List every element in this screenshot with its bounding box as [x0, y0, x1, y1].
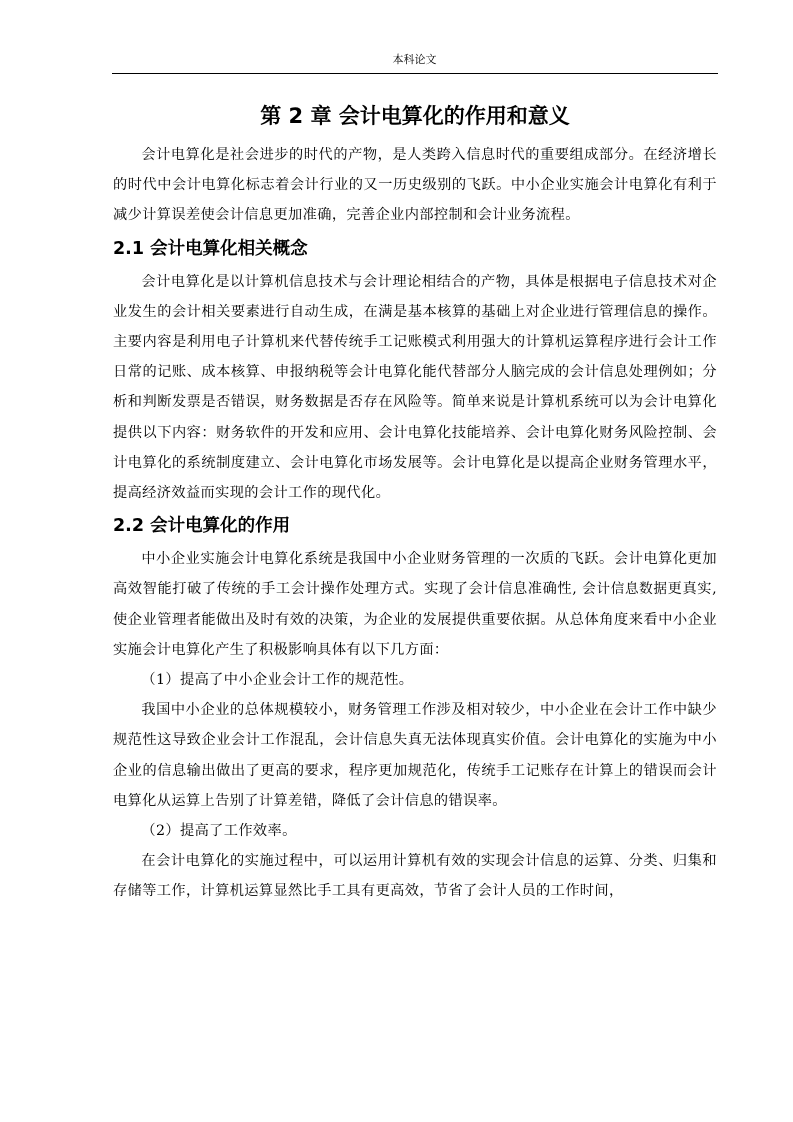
- page-body: [113, 98, 717, 907]
- para1-part-b: 会计信息数据: [582, 581, 668, 598]
- header-divider: [112, 73, 718, 74]
- chapter-title: 第 2 章 会计电算化的作用和意义: [260, 104, 570, 128]
- chapter-intro-paragraph: 会计电算化是社会进步的时代的产物，是人类跨入信息时代的重要组成部分。在经济增长的时代中会计电算化标志着会计行业的又一历史级别的飞跃。中小企业实施会计电算化有利于减少计算误差使会计信息更加准确，完善企业内部控制和会计业务流程。: [113, 147, 717, 224]
- section-2-1-paragraph: 会计电算化是以计算机信息技术与会计理论相结合的产物，具体是根据电子信息技术对企业发生的会计相关要素进行自动生成，在满是基本核算的基础上对企业进行管理信息的操作。主要内容是利用电子计算机来代替传统手工记账模式利用强大的计算机运算程序进行会计工作日常的记账、成本核算、申报纳税等会计电算化能代替部分人脑完成的会计信息处理例如；分析和判断发票是否错误，财务数据是否存在风险等。简单来说是计算机系统可以为会计电算化提供以下内容：财务软件的开发和应用、会计电算化技能培养、会计电算化财务风险控制、会计电算化的系统制度建立、会计电算化市场发展等。会计电算化是以提高企业财务管理水平，提高经济效益而实现的会计工作的现代化。: [113, 273, 717, 502]
- section-2-2-heading: 2.2 会计电算化的作用: [113, 516, 291, 537]
- para1-part-a: 中小企业实施会计电算化系统是我国中小企业财务管理的一次质的飞跃。会计电算化更加高效智能打破了传统的手工会计操作处理方式。实现了会计信息准确性,: [113, 551, 717, 598]
- section-2-1-heading: 2.1 会计电算化相关概念: [113, 238, 308, 259]
- para1-part-c: 更真实, 使企业管理者能做出及时有效的决策，为企业的发展提供重要依据。从总体角度来看中小企业实施会计电算化产生了积极影响具体有以下几方面：: [113, 581, 717, 658]
- item-1-body: 我国中小企业的总体规模较小，财务管理工作涉及相对较少，中小企业在会计工作中缺少规范性这导致企业会计工作混乱，会计信息失真无法体现真实价值。会计电算化的实施为中小企业的信息输出做出了更高的要求，程序更加规范化，传统手工记账存在计算上的错误而会计电算化从运算上告别了计算差错，降低了会计信息的错误率。: [113, 702, 717, 809]
- section-2-2-paragraph-1: [113, 544, 717, 665]
- item-1-title: （1）提高了中小企业会计工作的规范性。: [141, 672, 414, 689]
- item-2-title: （2）提高了工作效率。: [141, 823, 297, 840]
- item-2-body: 在会计电算化的实施过程中，可以运用计算机有效的实现会计信息的运算、分类、归集和存储等工作，计算机运算显然比手工具有更高效，节省了会计人员的工作时间，: [113, 853, 717, 900]
- page-header: 本科论文: [392, 53, 437, 66]
